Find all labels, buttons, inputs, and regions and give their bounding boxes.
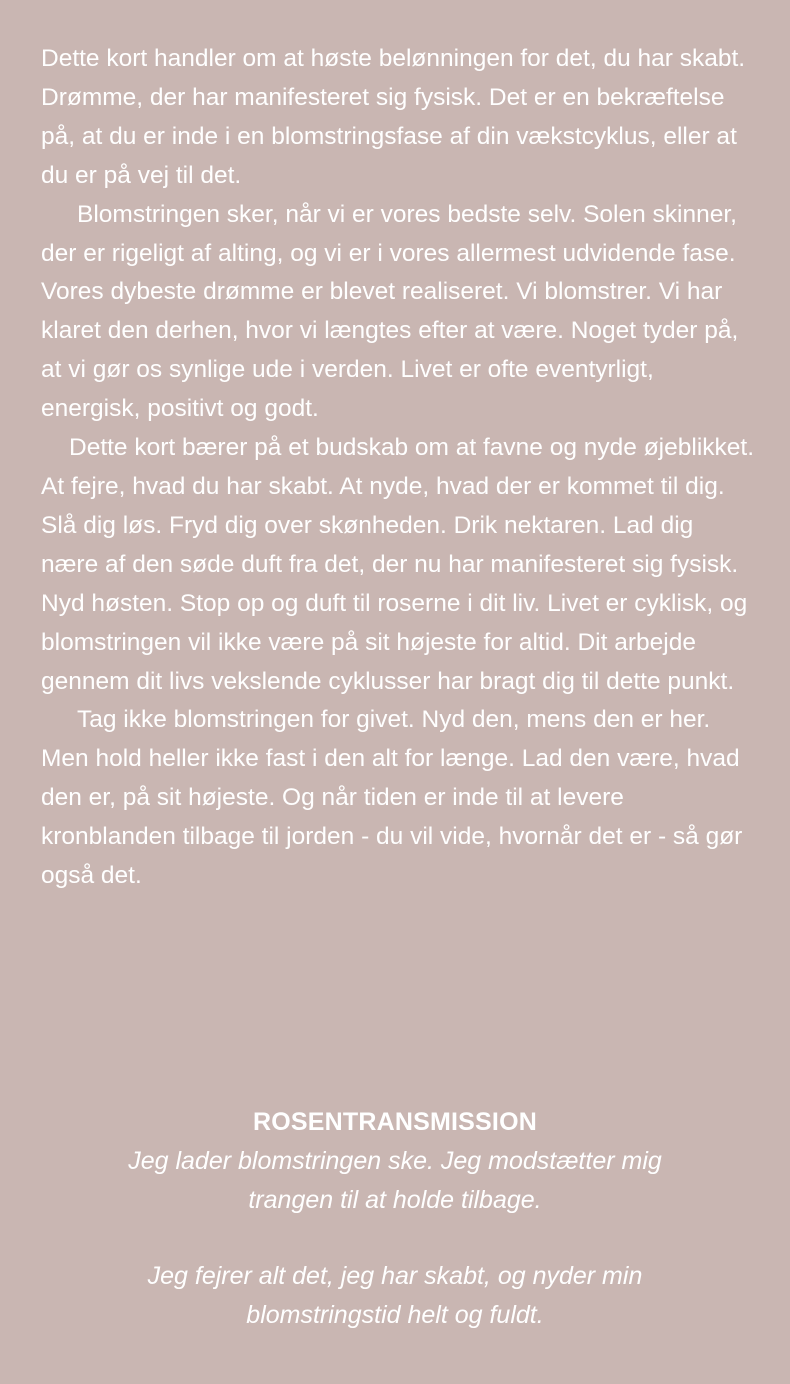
rose-transmission-section	[0, 1102, 790, 1334]
affirmation-2-line-2: blomstringstid helt og fuldt.	[246, 1300, 544, 1329]
affirmation-1-line-2: trangen til at holde tilbage.	[248, 1185, 542, 1214]
affirmation-1	[0, 1142, 790, 1219]
paragraph-4-text: Tag ikke blomstringen for givet. Nyd den, mens den er her. Men hold heller ikke fast i den alt for længe. Lad den være, hvad den er, på sit højeste. Og når tiden er inde til at levere kronblanden tilbage til jorden - du vil vide, hvornår det er - så gør også det.	[41, 706, 743, 890]
transmission-title: ROSENTRANSMISSION	[253, 1108, 537, 1136]
paragraph-2	[41, 196, 754, 429]
affirmation-1-line-1: Jeg lader blomstringen ske. Jeg modstætter mig	[128, 1147, 662, 1175]
paragraph-2-text: Blomstringen sker, når vi er vores bedste selv. Solen skinner, der er rigeligt af alting, og vi er i vores allermest udvidende fase. Vores dybeste drømme er blevet realiseret. Vi blomstrer. Vi har klaret den derhen, hvor vi længtes efter at være. Noget tyder på, at vi gør os synlige ude i verden. Livet er ofte eventyrligt, energisk, positivt og godt.	[41, 200, 739, 423]
card-description	[41, 40, 754, 896]
affirmation-2	[0, 1257, 790, 1334]
paragraph-4	[41, 701, 754, 896]
paragraph-1: Dette kort handler om at høste belønningen for det, du har skabt. Drømme, der har manifesteret sig fysisk. Det er en bekræftelse på, at du er inde i en blomstringsfase af din vækstcyklus, eller at du er på vej til det.	[41, 45, 746, 189]
paragraph-3	[41, 429, 754, 701]
affirmation-2-line-1: Jeg fejrer alt det, jeg har skabt, og nyder min	[147, 1262, 643, 1290]
paragraph-3-text: Dette kort bærer på et budskab om at favne og nyde øjeblikket. At fejre, hvad du har skabt. At nyde, hvad der er kommet til dig. Slå dig løs. Fryd dig over skønheden. Drik nektaren. Lad dig nære af den søde duft fra det, der nu har manifesteret sig fysisk. Nyd høsten. Stop op og duft til roserne i dit liv. Livet er cyklisk, og blomstringen vil ikke være på sit højeste for altid. Dit arbejde gennem dit livs vekslende cyklusser har bragt dig til dette punkt.	[41, 434, 755, 695]
